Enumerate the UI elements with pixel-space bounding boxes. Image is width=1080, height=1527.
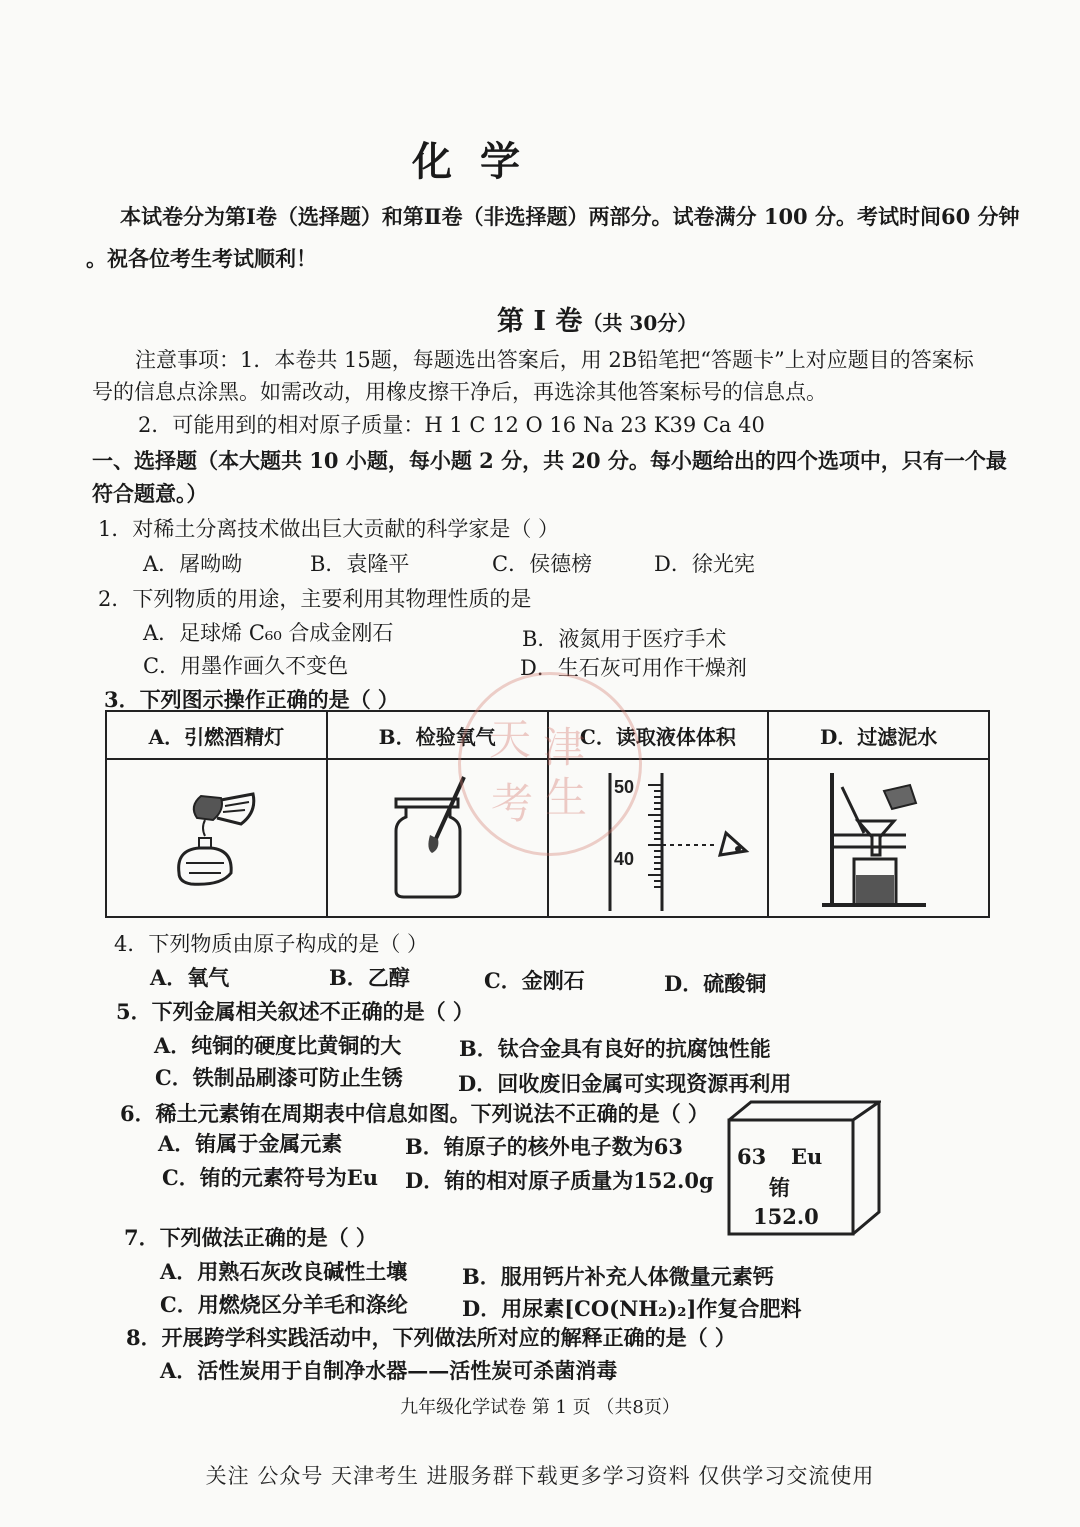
filtration-apparatus-icon: [814, 763, 944, 913]
q8-option-a: A．活性炭用于自制净水器——活性炭可杀菌消毒: [160, 1358, 618, 1383]
q3-option-b: B．检验氧气: [327, 711, 548, 759]
element-mass: 152.0: [753, 1204, 819, 1229]
q7-stem: 7．下列做法正确的是（ ）: [124, 1225, 377, 1250]
notes-line-1: 注意事项：1．本卷共 15题，每题选出答案后，用 2B铅笔把“答题卡”上对应题目的答案标: [135, 348, 974, 372]
notes-line-2: 号的信息点涂黑。如需改动，用橡皮擦干净后，再选涂其他答案标号的信息点。: [92, 380, 827, 404]
q3-figure-d: [768, 759, 989, 917]
element-symbol: Eu: [791, 1144, 823, 1169]
q2-option-a: A．足球烯 C₆₀ 合成金刚石: [143, 621, 394, 645]
q6-option-d: D．铕的相对原子质量为152.0g: [405, 1168, 714, 1193]
stamp-char-3: 考: [491, 779, 534, 828]
notes-line-3: 2．可能用到的相对原子质量：H 1 C 12 O 16 Na 23 K39 Ca 40: [138, 413, 765, 437]
q4-option-a: A．氧气: [150, 965, 230, 990]
q1-stem: 1．对稀土分离技术做出巨大贡献的科学家是（ ）: [98, 517, 560, 541]
q3-option-c: C．读取液体体积: [548, 711, 769, 759]
q4-option-c: C．金刚石: [484, 968, 585, 993]
q2-stem: 2．下列物质的用途，主要利用其物理性质的是: [98, 587, 532, 611]
q1-option-c: C．侯德榜: [492, 552, 593, 576]
q3-figure-a: [106, 759, 327, 917]
q1-option-d: D．徐光宪: [654, 552, 755, 576]
stamp-char-1: 天: [489, 715, 532, 764]
section-heading-sub: （共 30分）: [582, 311, 698, 335]
intro-line-1: 本试卷分为第Ⅰ卷（选择题）和第Ⅱ卷（非选择题）两部分。试卷满分 100 分。考试时间60 分钟: [120, 204, 1020, 229]
q8-stem: 8．开展跨学科实践活动中，下列做法所对应的解释正确的是（ ）: [126, 1325, 736, 1350]
q6-option-a: A．铕属于金属元素: [158, 1131, 343, 1156]
q3-option-d: D．过滤泥水: [768, 711, 989, 759]
q6-option-c: C．铕的元素符号为Eu: [162, 1165, 378, 1190]
element-number: 63: [737, 1144, 767, 1169]
q1-option-b: B．袁隆平: [310, 552, 410, 576]
q2-option-b: B．液氮用于医疗手术: [522, 627, 727, 651]
page-footer: 九年级化学试卷 第 1 页 （共8页）: [400, 1397, 680, 1418]
part-heading-line-2: 符合题意。）: [92, 481, 208, 506]
q6-option-b: B．铕原子的核外电子数为63: [405, 1134, 683, 1159]
q5-stem: 5．下列金属相关叙述不正确的是（ ）: [116, 999, 474, 1024]
bottom-banner: 关注 公众号 天津考生 进服务群下载更多学习资料 仅供学习交流使用: [205, 1464, 875, 1488]
q3-stem: 3．下列图示操作正确的是（ ）: [104, 687, 399, 712]
q2-option-d: D．生石灰可用作干燥剂: [520, 656, 747, 680]
q6-stem: 6．稀土元素铕在周期表中信息如图。下列说法不正确的是（ ）: [120, 1101, 709, 1126]
tick-label-40: 40: [613, 849, 634, 869]
q7-option-c: C．用燃烧区分羊毛和涤纶: [160, 1292, 408, 1317]
section-heading-main: 第 Ⅰ 卷: [497, 306, 583, 337]
page-title: 化学: [412, 138, 548, 185]
stamp-char-4: 生: [545, 773, 588, 822]
q3-option-a: A．引燃酒精灯: [106, 711, 327, 759]
watermark-stamp: [458, 672, 642, 856]
periodic-element-cell: [727, 1100, 881, 1236]
q2-option-c: C．用墨作画久不变色: [143, 654, 349, 678]
alcohol-lamp-icon: [161, 778, 271, 898]
q5-option-b: B．钛合金具有良好的抗腐蚀性能: [459, 1036, 771, 1061]
q4-option-b: B．乙醇: [329, 965, 410, 990]
element-name: 铕: [769, 1175, 790, 1200]
stamp-char-2: 津: [543, 723, 586, 772]
q7-option-b: B．服用钙片补充人体微量元素钙: [462, 1264, 774, 1289]
q4-stem: 4．下列物质由原子构成的是（ ）: [114, 932, 429, 956]
tick-label-50: 50: [613, 777, 634, 797]
q5-option-a: A．纯铜的硬度比黄铜的大: [154, 1033, 402, 1058]
q1-option-a: A．屠呦呦: [143, 552, 243, 576]
section-heading: [497, 299, 697, 338]
intro-line-2: 。祝各位考生考试顺利！: [86, 246, 317, 271]
q7-option-d: D．用尿素[CO(NH₂)₂]作复合肥料: [462, 1296, 802, 1321]
q5-option-c: C．铁制品刷漆可防止生锈: [155, 1065, 403, 1090]
q4-option-d: D．硫酸铜: [664, 971, 767, 996]
q5-option-d: D．回收废旧金属可实现资源再利用: [458, 1071, 792, 1096]
part-heading-line-1: 一、选择题（本大题共 10 小题，每小题 2 分，共 20 分。每小题给出的四个选项中，只有一个最: [92, 448, 1007, 473]
q7-option-a: A．用熟石灰改良碱性土壤: [160, 1259, 408, 1284]
